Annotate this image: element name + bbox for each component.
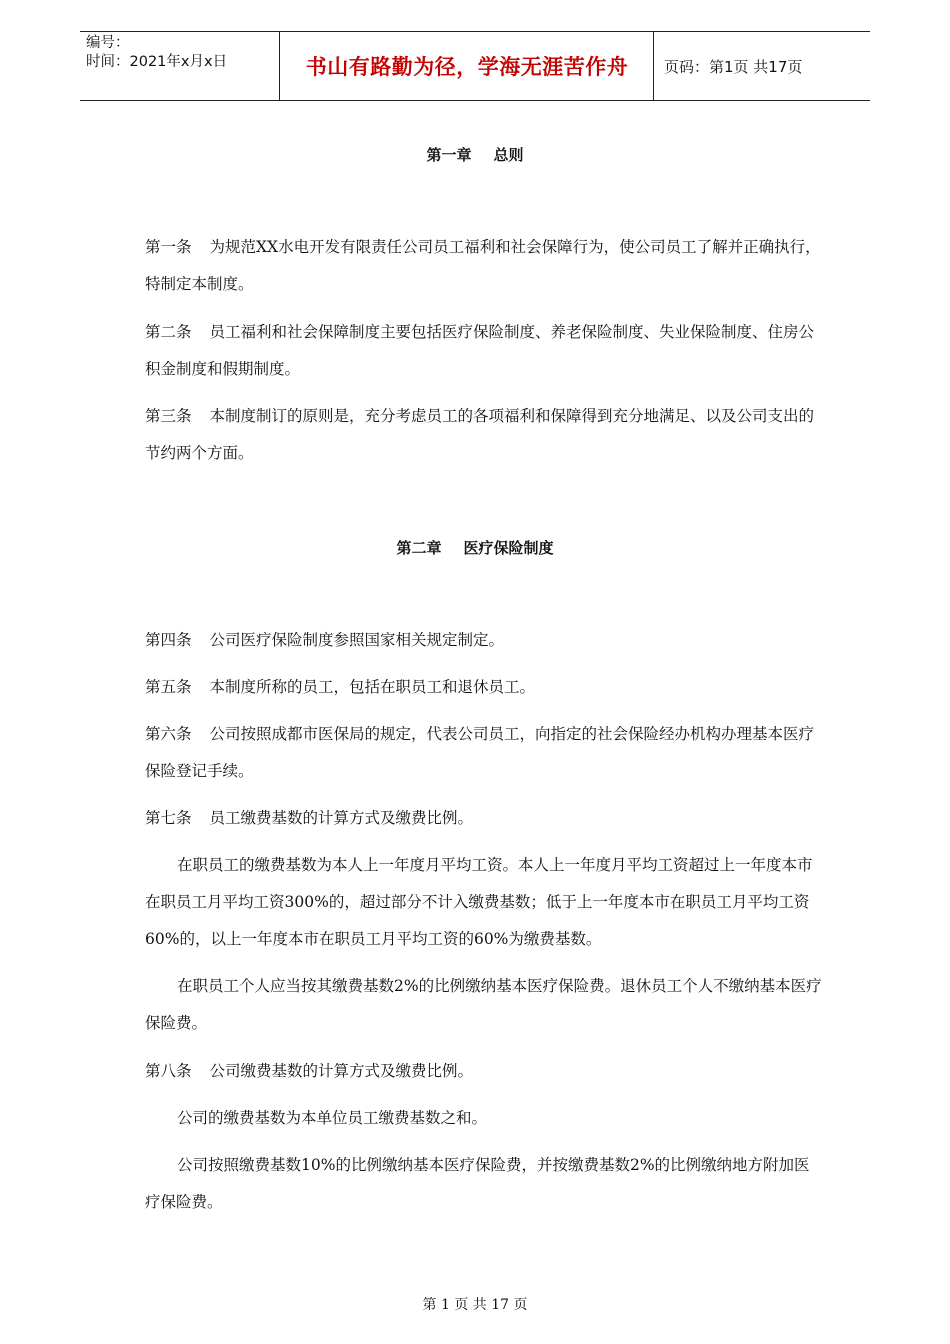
article-text: 本制度制订的原则是，充分考虑员工的各项福利和保障得到充分地满足、以及公司支出的节约两个方面。 xyxy=(145,407,815,462)
article-text: 员工福利和社会保障制度主要包括医疗保险制度、养老保险制度、失业保险制度、住房公积金制度和假期制度。 xyxy=(145,323,815,378)
header-page-info: 页码：第1页 共17页 xyxy=(664,57,803,76)
paragraph-employee-base: 在职员工的缴费基数为本人上一年度月平均工资。本人上一年度月平均工资超过上一年度本市在职员工月平均工资300%的，超过部分不计入缴费基数；低于上一年度本市在职员工月平均工资60%的，以上一年度本市在职员工月平均工资的60%为缴费基数。 xyxy=(145,856,813,948)
header-motto: 书山有路勤为径，学海无涯苦作舟 xyxy=(281,32,654,100)
article-8 xyxy=(145,1053,825,1090)
article-4 xyxy=(145,622,825,659)
article-2 xyxy=(145,314,825,388)
article-text: 公司按照成都市医保局的规定，代表公司员工，向指定的社会保险经办机构办理基本医疗保险登记手续。 xyxy=(145,725,815,780)
article-6 xyxy=(145,716,825,790)
chapter-1-heading xyxy=(0,144,950,165)
article-label: 第二条 xyxy=(145,323,192,341)
chapter-title: 总则 xyxy=(493,146,524,164)
article-text: 公司医疗保险制度参照国家相关规定制定。 xyxy=(209,631,505,649)
article-7 xyxy=(145,800,825,837)
chapter-title: 医疗保险制度 xyxy=(463,539,554,557)
article-label: 第四条 xyxy=(145,631,192,649)
article-text: 员工缴费基数的计算方式及缴费比例。 xyxy=(209,809,474,827)
chapter-number: 第二章 xyxy=(396,539,442,557)
header-meta xyxy=(80,32,280,100)
paragraph-company-rate: 公司按照缴费基数10%的比例缴纳基本医疗保险费，并按缴费基数2%的比例缴纳地方附加医疗保险费。 xyxy=(145,1156,810,1211)
article-label: 第三条 xyxy=(145,407,192,425)
article-label: 第七条 xyxy=(145,809,192,827)
article-5 xyxy=(145,669,825,706)
article-text: 本制度所称的员工，包括在职员工和退休员工。 xyxy=(209,678,536,696)
chapter-2-heading xyxy=(0,537,950,558)
page-footer: 第 1 页 共 17 页 xyxy=(422,1297,528,1313)
article-text: 为规范XX水电开发有限责任公司员工福利和社会保障行为，使公司员工了解并正确执行，特制定本制度。 xyxy=(145,238,821,293)
article-label: 第八条 xyxy=(145,1062,192,1080)
article-3 xyxy=(145,398,825,472)
article-label: 第一条 xyxy=(145,238,192,256)
document-time-label: 时间：2021年x月x日 xyxy=(86,54,228,70)
document-number-label: 编号： xyxy=(86,35,130,51)
article-label: 第五条 xyxy=(145,678,192,696)
paragraph-employee-rate: 在职员工个人应当按其缴费基数2%的比例缴纳基本医疗保险费。退休员工个人不缴纳基本医疗保险费。 xyxy=(145,977,822,1032)
article-label: 第六条 xyxy=(145,725,192,743)
page-header xyxy=(80,31,870,101)
article-1 xyxy=(145,229,825,303)
chapter-number: 第一章 xyxy=(426,146,472,164)
article-text: 公司缴费基数的计算方式及缴费比例。 xyxy=(209,1062,474,1080)
paragraph-company-base: 公司的缴费基数为本单位员工缴费基数之和。 xyxy=(177,1109,488,1127)
